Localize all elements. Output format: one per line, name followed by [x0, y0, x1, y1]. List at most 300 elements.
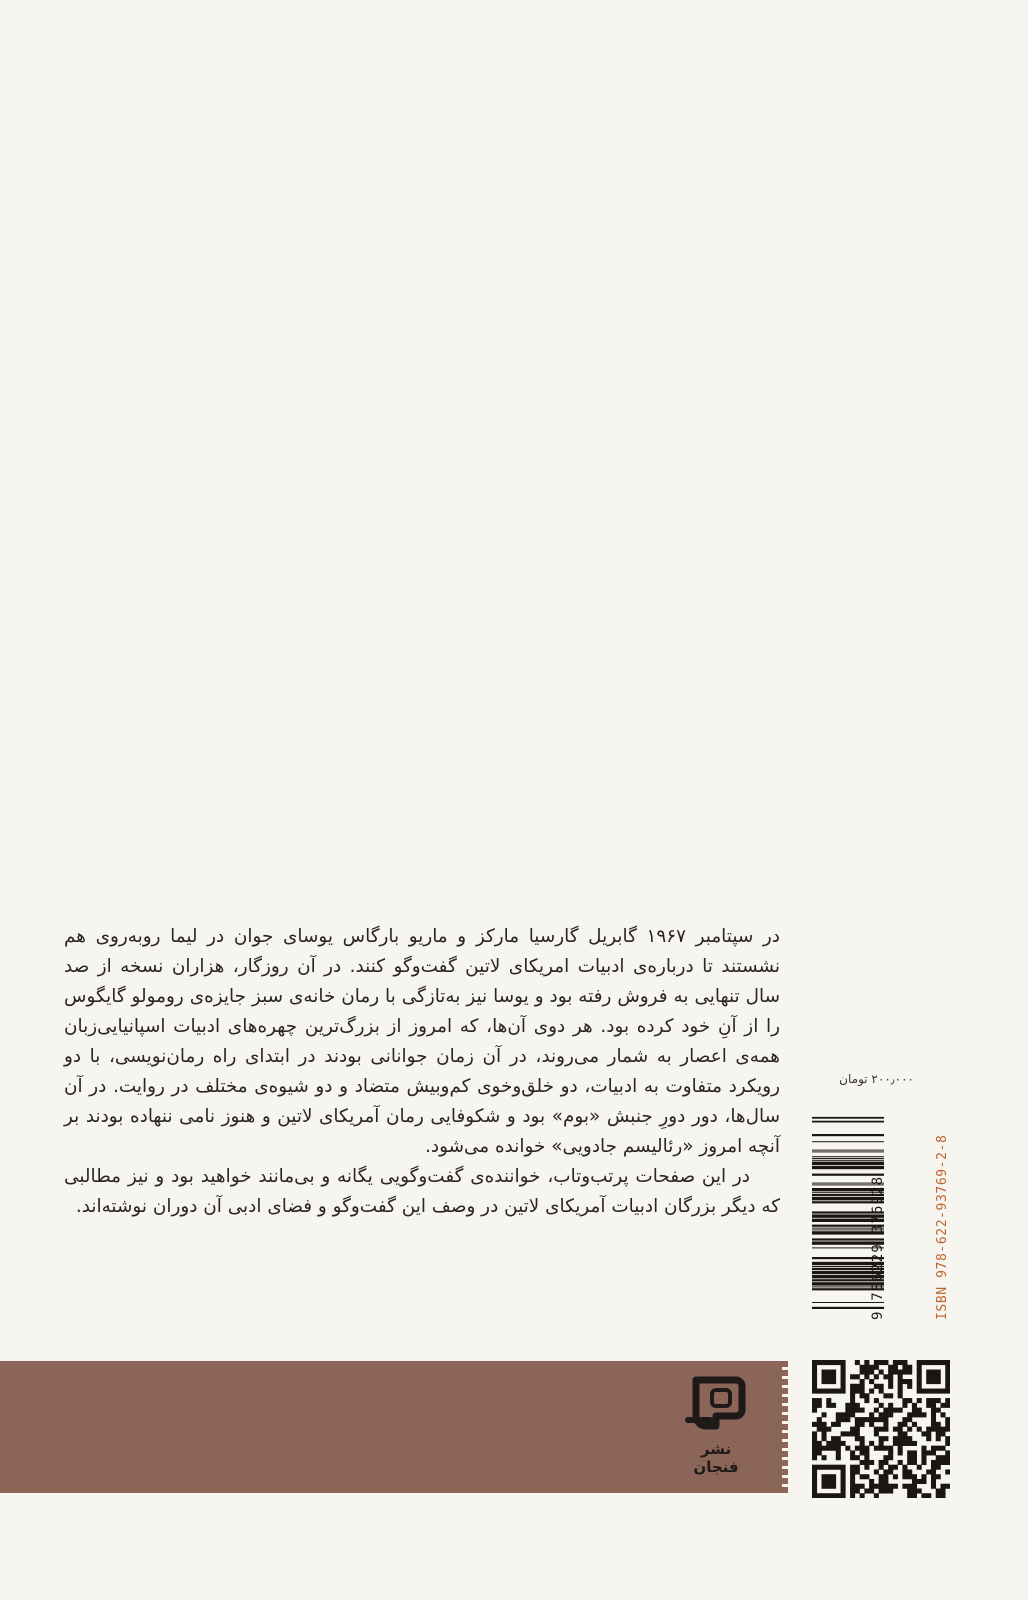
qr-module [898, 1422, 903, 1427]
qr-module [902, 1465, 907, 1470]
qr-module [907, 1450, 912, 1455]
qr-module [907, 1488, 912, 1493]
qr-module [926, 1450, 931, 1455]
qr-module [822, 1455, 827, 1460]
qr-module [888, 1488, 893, 1493]
qr-module [945, 1384, 950, 1389]
qr-module [869, 1488, 874, 1493]
qr-module [931, 1398, 936, 1403]
qr-module [826, 1398, 831, 1403]
qr-module [936, 1379, 941, 1384]
qr-module [940, 1389, 945, 1394]
qr-module [817, 1398, 822, 1403]
barcode-bar [812, 1158, 884, 1159]
qr-module [898, 1360, 903, 1365]
qr-module [879, 1441, 884, 1446]
qr-module [831, 1465, 836, 1470]
qr-module [836, 1446, 841, 1451]
qr-module [869, 1479, 874, 1484]
qr-module [898, 1389, 903, 1394]
qr-module [907, 1365, 912, 1370]
qr-module [921, 1493, 926, 1498]
qr-module [850, 1398, 855, 1403]
qr-module [860, 1474, 865, 1479]
qr-module [888, 1484, 893, 1489]
qr-module [860, 1370, 865, 1375]
qr-module [812, 1446, 817, 1451]
qr-module [850, 1455, 855, 1460]
qr-module [850, 1403, 855, 1408]
qr-module [912, 1479, 917, 1484]
qr-module [931, 1389, 936, 1394]
qr-module [893, 1408, 898, 1413]
qr-module [850, 1427, 855, 1432]
qr-module [898, 1408, 903, 1413]
qr-module [917, 1408, 922, 1413]
qr-module [879, 1479, 884, 1484]
qr-module [826, 1374, 831, 1379]
qr-module [879, 1389, 884, 1394]
qr-module [898, 1384, 903, 1389]
qr-module [945, 1484, 950, 1489]
qr-module [841, 1484, 846, 1489]
qr-module [931, 1374, 936, 1379]
barcode-bar [812, 1174, 884, 1176]
qr-module [855, 1384, 860, 1389]
qr-module [850, 1479, 855, 1484]
qr-module [822, 1389, 827, 1394]
qr-module [864, 1370, 869, 1375]
qr-module [926, 1374, 931, 1379]
qr-module [864, 1474, 869, 1479]
qr-module [917, 1365, 922, 1370]
qr-module [855, 1360, 860, 1365]
qr-module [879, 1427, 884, 1432]
qr-module [836, 1455, 841, 1460]
qr-module [936, 1488, 941, 1493]
qr-module [936, 1446, 941, 1451]
qr-module [874, 1493, 879, 1498]
qr-module [883, 1479, 888, 1484]
qr-module [826, 1484, 831, 1489]
qr-module [812, 1384, 817, 1389]
qr-module [831, 1479, 836, 1484]
qr-module [826, 1474, 831, 1479]
qr-module [860, 1460, 865, 1465]
qr-module [936, 1493, 941, 1498]
qr-module [926, 1403, 931, 1408]
qr-module [936, 1427, 941, 1432]
qr-module [907, 1484, 912, 1489]
qr-module [812, 1365, 817, 1370]
qr-module [931, 1450, 936, 1455]
qr-module [888, 1365, 893, 1370]
qr-module [921, 1455, 926, 1460]
qr-module [841, 1474, 846, 1479]
qr-module [817, 1422, 822, 1427]
price-label: ۲۰۰٫۰۰۰ تومان [839, 1072, 914, 1086]
qr-module [917, 1379, 922, 1384]
qr-module [898, 1393, 903, 1398]
qr-module [940, 1484, 945, 1489]
qr-module [812, 1455, 817, 1460]
publisher-line-2: فنجان [693, 1458, 739, 1476]
qr-module [912, 1450, 917, 1455]
qr-module [893, 1427, 898, 1432]
barcode-bar [812, 1134, 884, 1136]
qr-module [912, 1488, 917, 1493]
qr-module [812, 1469, 817, 1474]
qr-module [855, 1408, 860, 1413]
cup-logo-icon [682, 1374, 750, 1436]
qr-module [855, 1403, 860, 1408]
qr-module [831, 1374, 836, 1379]
qr-module [869, 1422, 874, 1427]
qr-module [850, 1493, 855, 1498]
qr-module [812, 1474, 817, 1479]
qr-module [841, 1488, 846, 1493]
qr-module [841, 1412, 846, 1417]
qr-module [812, 1370, 817, 1375]
qr-module [822, 1484, 827, 1489]
qr-module [812, 1398, 817, 1403]
qr-module [912, 1422, 917, 1427]
qr-module [883, 1446, 888, 1451]
qr-module [864, 1465, 869, 1470]
qr-module [907, 1493, 912, 1498]
qr-module [812, 1479, 817, 1484]
qr-module [888, 1469, 893, 1474]
qr-module [888, 1370, 893, 1375]
qr-module [907, 1436, 912, 1441]
qr-module [936, 1431, 941, 1436]
qr-module [855, 1465, 860, 1470]
qr-module [898, 1460, 903, 1465]
qr-module [822, 1374, 827, 1379]
isbn-barcode [812, 1113, 950, 1325]
qr-module [864, 1460, 869, 1465]
qr-module [874, 1469, 879, 1474]
qr-module [860, 1446, 865, 1451]
qr-module [902, 1474, 907, 1479]
qr-module [921, 1479, 926, 1484]
qr-module [874, 1408, 879, 1413]
qr-module [883, 1412, 888, 1417]
qr-module [841, 1441, 846, 1446]
qr-module [907, 1417, 912, 1422]
qr-code[interactable] [812, 1360, 950, 1498]
qr-module [926, 1398, 931, 1403]
qr-module [850, 1374, 855, 1379]
qr-module [826, 1446, 831, 1451]
qr-module [826, 1427, 831, 1432]
qr-module [898, 1379, 903, 1384]
qr-module [898, 1427, 903, 1432]
qr-module [912, 1455, 917, 1460]
qr-module [936, 1436, 941, 1441]
qr-module [864, 1365, 869, 1370]
qr-module [893, 1441, 898, 1446]
qr-module [907, 1441, 912, 1446]
qr-module [850, 1484, 855, 1489]
qr-module [850, 1412, 855, 1417]
qr-module [931, 1422, 936, 1427]
qr-module [893, 1370, 898, 1375]
qr-module [888, 1408, 893, 1413]
qr-module [874, 1417, 879, 1422]
qr-module [940, 1431, 945, 1436]
qr-module [822, 1479, 827, 1484]
qr-module [855, 1436, 860, 1441]
qr-module [860, 1408, 865, 1413]
qr-module [817, 1427, 822, 1432]
barcode-bar [812, 1121, 884, 1123]
qr-module [931, 1446, 936, 1451]
qr-module [907, 1370, 912, 1375]
qr-module [874, 1484, 879, 1489]
qr-module [826, 1360, 831, 1365]
qr-module [931, 1469, 936, 1474]
qr-module [926, 1436, 931, 1441]
qr-module [812, 1403, 817, 1408]
qr-module [917, 1389, 922, 1394]
qr-module [931, 1479, 936, 1484]
qr-module [936, 1389, 941, 1394]
qr-module [864, 1360, 869, 1365]
qr-module [893, 1465, 898, 1470]
qr-module [945, 1379, 950, 1384]
qr-module [831, 1389, 836, 1394]
qr-module [841, 1360, 846, 1365]
qr-module [831, 1360, 836, 1365]
qr-module [893, 1360, 898, 1365]
qr-module [822, 1446, 827, 1451]
qr-module [931, 1484, 936, 1489]
qr-module [936, 1370, 941, 1375]
qr-module [860, 1493, 865, 1498]
qr-module [926, 1469, 931, 1474]
qr-module [817, 1389, 822, 1394]
qr-module [883, 1417, 888, 1422]
qr-module [845, 1431, 850, 1436]
qr-module [864, 1446, 869, 1451]
qr-module [902, 1370, 907, 1375]
qr-module [936, 1460, 941, 1465]
qr-module [945, 1460, 950, 1465]
qr-module [917, 1360, 922, 1365]
qr-module [931, 1460, 936, 1465]
qr-module [822, 1493, 827, 1498]
qr-module [869, 1389, 874, 1394]
qr-module [898, 1436, 903, 1441]
qr-module [926, 1389, 931, 1394]
qr-module [902, 1431, 907, 1436]
qr-module [874, 1427, 879, 1432]
qr-module [907, 1474, 912, 1479]
qr-module [826, 1465, 831, 1470]
barcode-bar [812, 1141, 884, 1142]
qr-module [945, 1403, 950, 1408]
qr-module [879, 1465, 884, 1470]
qr-module [831, 1493, 836, 1498]
qr-module [931, 1474, 936, 1479]
qr-module [836, 1422, 841, 1427]
qr-module [945, 1389, 950, 1394]
qr-module [850, 1465, 855, 1470]
qr-module [841, 1479, 846, 1484]
qr-module [812, 1484, 817, 1489]
qr-module [921, 1460, 926, 1465]
qr-module [940, 1403, 945, 1408]
qr-module [831, 1370, 836, 1375]
qr-module [855, 1417, 860, 1422]
qr-module [860, 1384, 865, 1389]
qr-module [841, 1374, 846, 1379]
qr-module [883, 1360, 888, 1365]
qr-module [902, 1484, 907, 1489]
qr-module [812, 1422, 817, 1427]
barcode-bar [812, 1117, 884, 1119]
qr-module [850, 1431, 855, 1436]
qr-module [893, 1365, 898, 1370]
qr-module [855, 1484, 860, 1489]
qr-module [888, 1393, 893, 1398]
qr-module [869, 1460, 874, 1465]
qr-module [860, 1389, 865, 1394]
qr-module [841, 1379, 846, 1384]
qr-module [945, 1469, 950, 1474]
qr-module [812, 1408, 817, 1413]
qr-module [917, 1398, 922, 1403]
qr-module [917, 1374, 922, 1379]
qr-module [912, 1412, 917, 1417]
qr-module [945, 1360, 950, 1365]
qr-module [826, 1379, 831, 1384]
qr-module [836, 1441, 841, 1446]
barcode-bar [812, 1166, 884, 1169]
qr-module [940, 1493, 945, 1498]
qr-module [841, 1493, 846, 1498]
qr-module [902, 1422, 907, 1427]
qr-module [831, 1379, 836, 1384]
qr-module [888, 1450, 893, 1455]
qr-module [902, 1469, 907, 1474]
qr-module [945, 1417, 950, 1422]
qr-module [917, 1370, 922, 1375]
qr-module [921, 1389, 926, 1394]
qr-module [822, 1436, 827, 1441]
qr-module [902, 1379, 907, 1384]
qr-module [812, 1488, 817, 1493]
qr-module [841, 1431, 846, 1436]
qr-module [812, 1441, 817, 1446]
qr-module [912, 1474, 917, 1479]
qr-module [926, 1493, 931, 1498]
qr-module [936, 1398, 941, 1403]
qr-module [926, 1379, 931, 1384]
qr-module [883, 1455, 888, 1460]
qr-module [888, 1465, 893, 1470]
qr-module [931, 1403, 936, 1408]
qr-module [864, 1374, 869, 1379]
qr-module [864, 1393, 869, 1398]
qr-module [822, 1474, 827, 1479]
qr-module [831, 1474, 836, 1479]
qr-module [931, 1465, 936, 1470]
qr-module [912, 1493, 917, 1498]
qr-module [898, 1450, 903, 1455]
qr-module [817, 1493, 822, 1498]
qr-module [812, 1436, 817, 1441]
qr-module [879, 1403, 884, 1408]
qr-module [907, 1455, 912, 1460]
qr-module [836, 1389, 841, 1394]
qr-module [812, 1360, 817, 1365]
qr-module [855, 1469, 860, 1474]
qr-module [912, 1441, 917, 1446]
qr-module [860, 1484, 865, 1489]
qr-module [936, 1422, 941, 1427]
qr-module [883, 1488, 888, 1493]
publisher-logo [682, 1374, 750, 1482]
qr-module [812, 1465, 817, 1470]
qr-module [860, 1365, 865, 1370]
qr-module [850, 1488, 855, 1493]
qr-module [945, 1441, 950, 1446]
qr-module [917, 1427, 922, 1432]
qr-module [817, 1360, 822, 1365]
qr-module [893, 1474, 898, 1479]
qr-module [883, 1374, 888, 1379]
qr-module [907, 1398, 912, 1403]
qr-module [850, 1408, 855, 1413]
qr-module [826, 1370, 831, 1375]
qr-module [926, 1370, 931, 1375]
qr-module [902, 1360, 907, 1365]
qr-module [850, 1474, 855, 1479]
qr-module [869, 1412, 874, 1417]
qr-module [879, 1460, 884, 1465]
qr-module [921, 1412, 926, 1417]
qr-module [888, 1412, 893, 1417]
qr-module [841, 1365, 846, 1370]
qr-module [855, 1374, 860, 1379]
qr-module [860, 1417, 865, 1422]
qr-module [845, 1408, 850, 1413]
qr-module [817, 1465, 822, 1470]
qr-module [931, 1370, 936, 1375]
qr-module [888, 1379, 893, 1384]
qr-module [822, 1431, 827, 1436]
qr-module [907, 1460, 912, 1465]
qr-module [931, 1360, 936, 1365]
qr-module [945, 1427, 950, 1432]
isbn-label: ISBN 978-622-93769-2-8 [935, 1134, 950, 1320]
qr-module [936, 1408, 941, 1413]
qr-module [817, 1441, 822, 1446]
qr-module [869, 1365, 874, 1370]
qr-module [945, 1365, 950, 1370]
barcode-bar [812, 1151, 884, 1152]
qr-module [902, 1441, 907, 1446]
qr-module [864, 1450, 869, 1455]
qr-module [931, 1379, 936, 1384]
blurb-paragraph-1: در سپتامبر ۱۹۶۷ گابریل گارسیا مارکز و ماریو بارگاس یوسای جوان در لیما روبه‌روی هم نشستند تا درباره‌ی ادبیات امریکای لاتین گفت‌وگو کنند. در آن روزگار، هزاران نسخه از صد سال تنهایی به فروش رفته بود و یوسا نیز به‌تازگی با رمان خانه‌ی سبز جایزه‌ی رومولو گایگوس را از آنِ خود کرده بود. هر دوی آن‌ها، که امروز از بزرگ‌ترین چهره‌های ادبیات اسپانیایی‌زبان همه‌ی اعصار به شمار می‌روند، در آن زمان جوانانی بودند در ابتدای راه رمان‌نویسی، با دو رویکرد متفاوت به ادبیات، دو خلق‌وخوی کم‌وبیش متضاد و دو شیوه‌ی مختلف در روایت. در آن سال‌ها، دور دورِ جنبش «بوم» بود و شکوفایی رمان آمریکای لاتین و هنوز نامی ننهاده بودند بر آنچه امروز «رئالیسم جادویی» خوانده می‌شود. [64, 926, 780, 1157]
qr-module [845, 1412, 850, 1417]
qr-module [931, 1417, 936, 1422]
qr-module [921, 1360, 926, 1365]
qr-module [841, 1370, 846, 1375]
